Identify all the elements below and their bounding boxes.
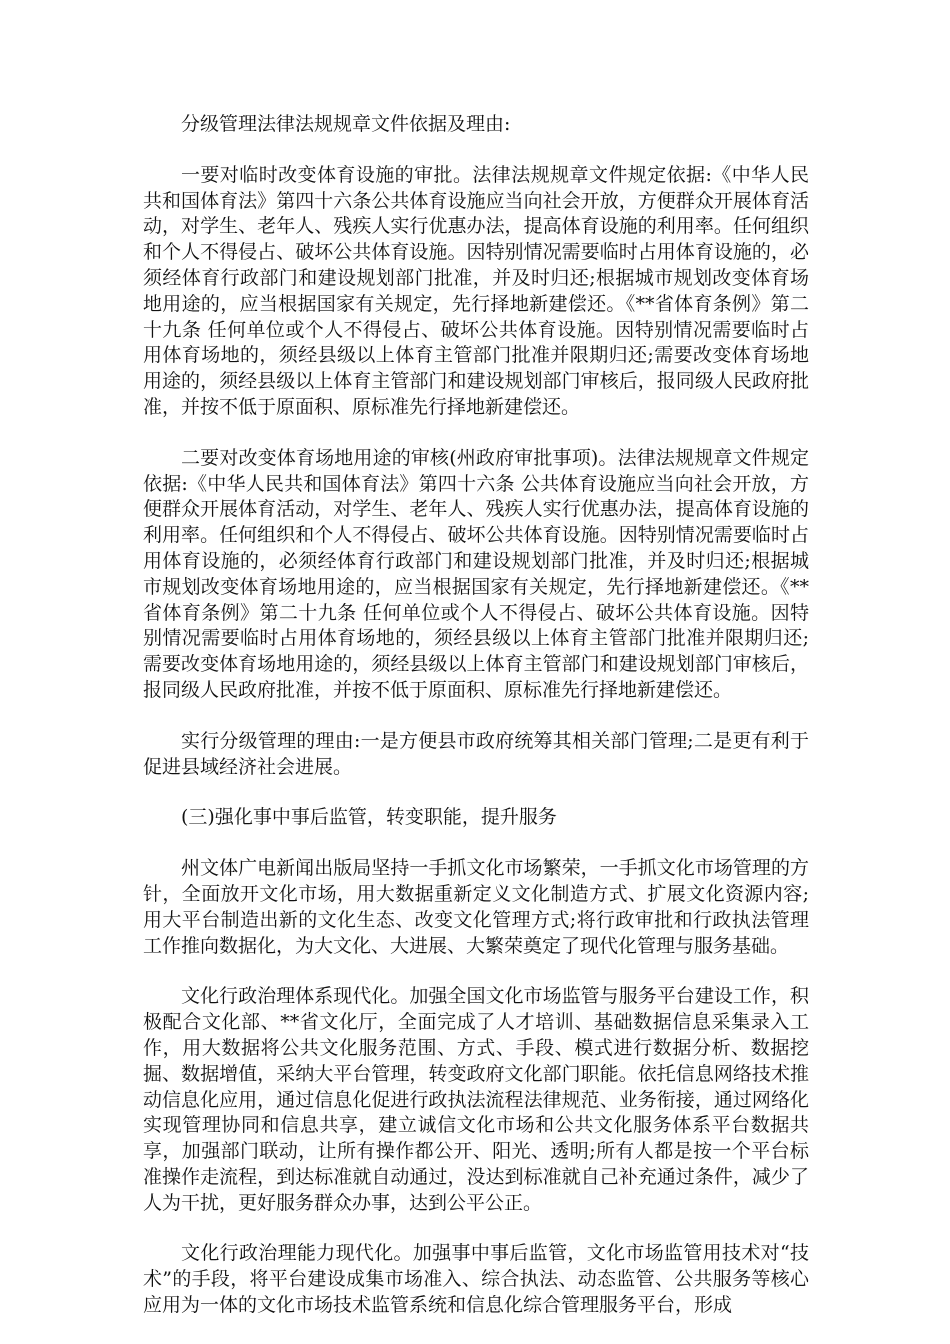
paragraph-reasons: 实行分级管理的理由:一是方便县市政府统筹其相关部门管理;二是更有利于促进县域经济社会进展。 (143, 729, 809, 778)
paragraph-change-use-review: 二要对改变体育场地用途的审核(州政府审批事项)。法律法规规章文件规定依据:《中华人民共和国体育法》第四十六条 公共体育设施应当向社会开放，方便群众开展体育活动，对学生、老年人、残疾人实行优惠办法，提高体育设施的利用率。任何组织和个人不得侵占、破坏公共体育设施。因特别情况需要临时占用体育设施的，必须经体育行政部门和建设规划部门批准，并及时归还;根据城市规划改变体育场地用途的，应当根据国家有关规定，先行择地新建偿还。《**省体育条例》第二十九条 任何单位或个人不得侵占、破坏公共体育设施。因特别情况需要临时占用体育场地的，须经县级以上体育主管部门批准并限期归还;需要改变体育场地用途的，须经县级以上体育主管部门和建设规划部门审核后，报同级人民政府批准，并按不低于原面积、原标准先行择地新建偿还。 (143, 446, 809, 701)
paragraph-bureau-policy: 州文体广电新闻出版局坚持一手抓文化市场繁荣，一手抓文化市场管理的方针，全面放开文化市场，用大数据重新定义文化制造方式、扩展文化资源内容;用大平台制造出新的文化生态、改变文化管理方式;将行政审批和行政执法管理工作推向数据化，为大文化、大进展、大繁荣奠定了现代化管理与服务基础。 (143, 857, 809, 957)
paragraph-governance-system: 文化行政治理体系现代化。加强全国文化市场监管与服务平台建设工作，积极配合文化部、**省文化厅，全面完成了人才培训、基础数据信息采集录入工作，用大数据将公共文化服务范围、方式、手段、模式进行数据分析、数据挖掘、数据增值，采纳大平台管理，转变政府文化部门职能。依托信息网络技术推动信息化应用，通过信息化促进行政执法流程法律规范、业务衔接，通过网络化实现管理协同和信息共享，建立诚信文化市场和公共文化服务体系平台数据共享，加强部门联动，让所有操作都公开、阳光、透明;所有人都是按一个平台标准操作走流程，到达标准就自动通过，没达到标准就自己补充通过条件，减少了人为干扰，更好服务群众办事，达到公平公正。 (143, 985, 809, 1214)
paragraph-governance-capacity: 文化行政治理能力现代化。加强事中事后监管，文化市场监管用技术对“技术”的手段，将平台建设成集市场准入、综合执法、动态监管、公共服务等核心应用为一体的文化市场技术监管系统和信息化综合管理服务平台，形成 (143, 1242, 809, 1317)
section-heading-three: (三)强化事中事后监管，转变职能，提升服务 (181, 806, 557, 829)
paragraph-temporary-change-approval: 一要对临时改变体育设施的审批。法律法规规章文件规定依据:《中华人民共和国体育法》第四十六条公共体育设施应当向社会开放，方便群众开展体育活动，对学生、老年人、残疾人实行优惠办法，提高体育设施的利用率。任何组织和个人不得侵占、破坏公共体育设施。因特别情况需要临时占用体育设施的，必须经体育行政部门和建设规划部门批准，并及时归还;根据城市规划改变体育场地用途的，应当根据国家有关规定，先行择地新建偿还。《**省体育条例》第二十九条 任何单位或个人不得侵占、破坏公共体育设施。因特别情况需要临时占用体育场地的，须经县级以上体育主管部门批准并限期归还;需要改变体育场地用途的，须经县级以上体育主管部门和建设规划部门审核后，报同级人民政府批准，并按不低于原面积、原标准先行择地新建偿还。 (143, 163, 809, 418)
document-body (143, 112, 809, 1344)
paragraph-intro: 分级管理法律法规规章文件依据及理由: (181, 113, 511, 135)
